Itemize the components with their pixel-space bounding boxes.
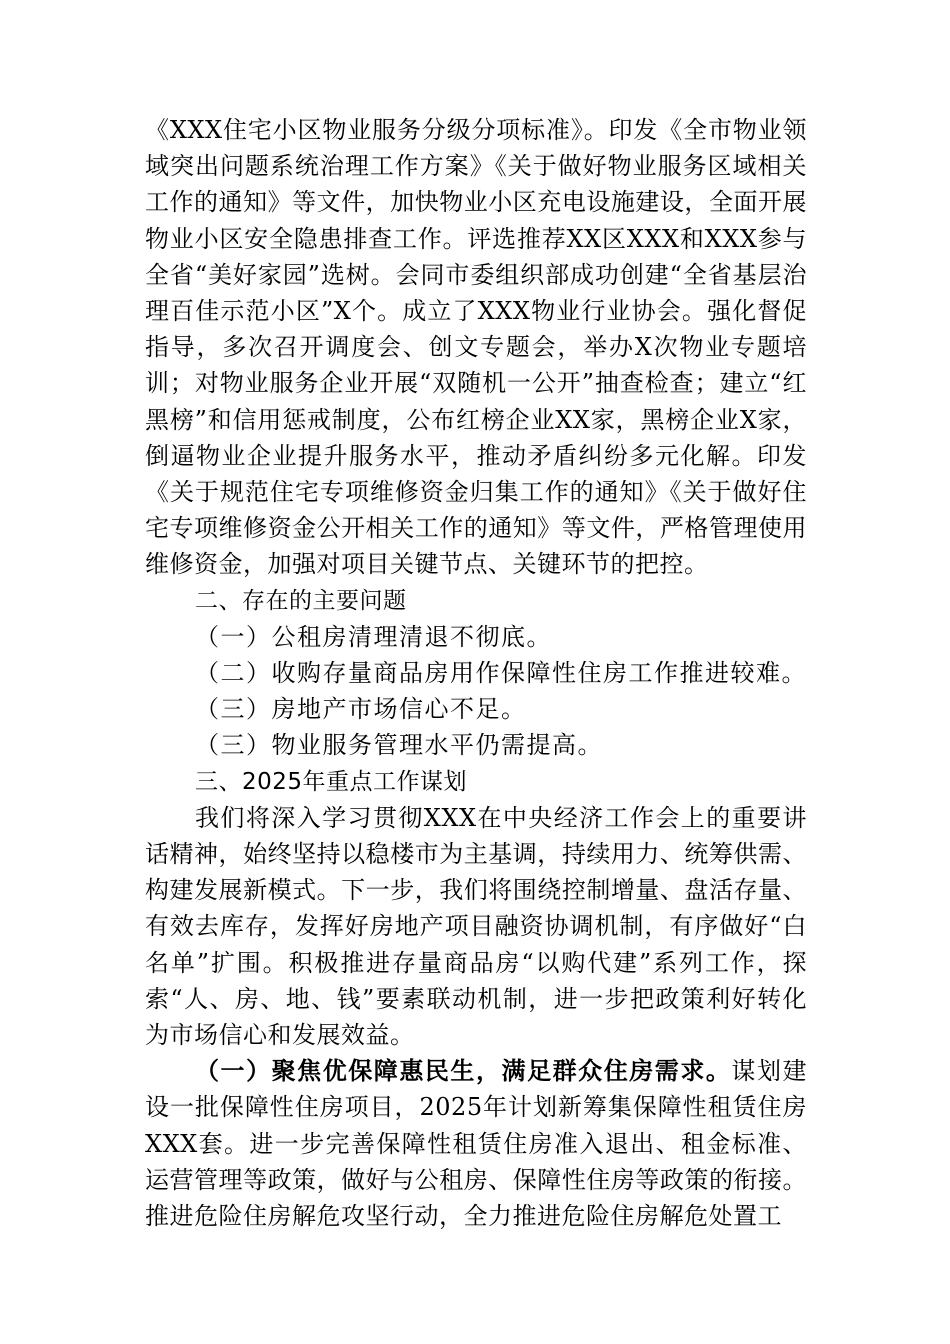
plan-paragraph: 我们将深入学习贯彻XXX在中央经济工作会上的重要讲话精神，始终坚持以稳楼市为主基调，持续用力、统筹供需、构建发展新模式。下一步，我们将围绕控制增量、盘活存量、有效去库存，发挥好房地产项目融资协调机制，有序做好“白名单”扩围。积极推进存量商品房“以购代建”系列工作，探索“人、房、地、钱”要素联动机制，进一步把政策利好转化为市场信心和发展效益。 <box>145 803 807 1050</box>
intro-paragraph: 《XXX住宅小区物业服务分级分项标准》。印发《全市物业领域突出问题系统治理工作方案》《关于做好物业服务区域相关工作的通知》等文件，加快物业小区充电设施建设，全面开展物业小区安全隐患排查工作。评选推荐XX区XXX和XXX参与全省“美好家园”选树。会同市委组织部成功创建“全省基层治理百佳示范小区”X个。成立了XXX物业行业协会。强化督促指导，多次召开调度会、创文专题会，举办X次物业专题培训；对物业服务企业开展“双随机一公开”抽查检查；建立“红黑榜”和信用惩戒制度，公布红榜企业XX家，黑榜企业X家，倒逼物业企业提升服务水平，推动矛盾纠纷多元化解。印发《关于规范住宅专项维修资金归集工作的通知》《关于做好住宅专项维修资金公开相关工作的通知》等文件，严格管理使用维修资金，加强对项目关键节点、关键环节的把控。 <box>145 116 807 579</box>
problem-item-3: （三）房地产市场信心不足。 <box>195 695 527 724</box>
plan-item-1-paragraph <box>145 1053 807 1234</box>
section-heading-problems: 二、存在的主要问题 <box>195 587 407 614</box>
plan-item-1-body: 谋划建设一批保障性住房项目，2025年计划新筹集保障性租赁住房XXX套。进一步完善保障性租赁住房准入退出、租金标准、运营管理等政策，做好与公租房、保障性住房等政策的衔接。推进危险住房解危攻坚行动，全力推进危险住房解危处置工 <box>145 1057 808 1231</box>
problem-item-4: （三）物业服务管理水平仍需提高。 <box>195 731 603 760</box>
problem-item-2: （二）收购存量商品房用作保障性住房工作推进较难。 <box>195 659 807 688</box>
plan-item-1-lead: （一）聚焦优保障惠民生，满足群众住房需求。 <box>195 1056 732 1086</box>
document-page <box>145 112 807 1234</box>
problem-item-1: （一）公租房清理清退不彻底。 <box>195 622 552 651</box>
section-heading-plan: 三、2025年重点工作谋划 <box>195 768 468 795</box>
